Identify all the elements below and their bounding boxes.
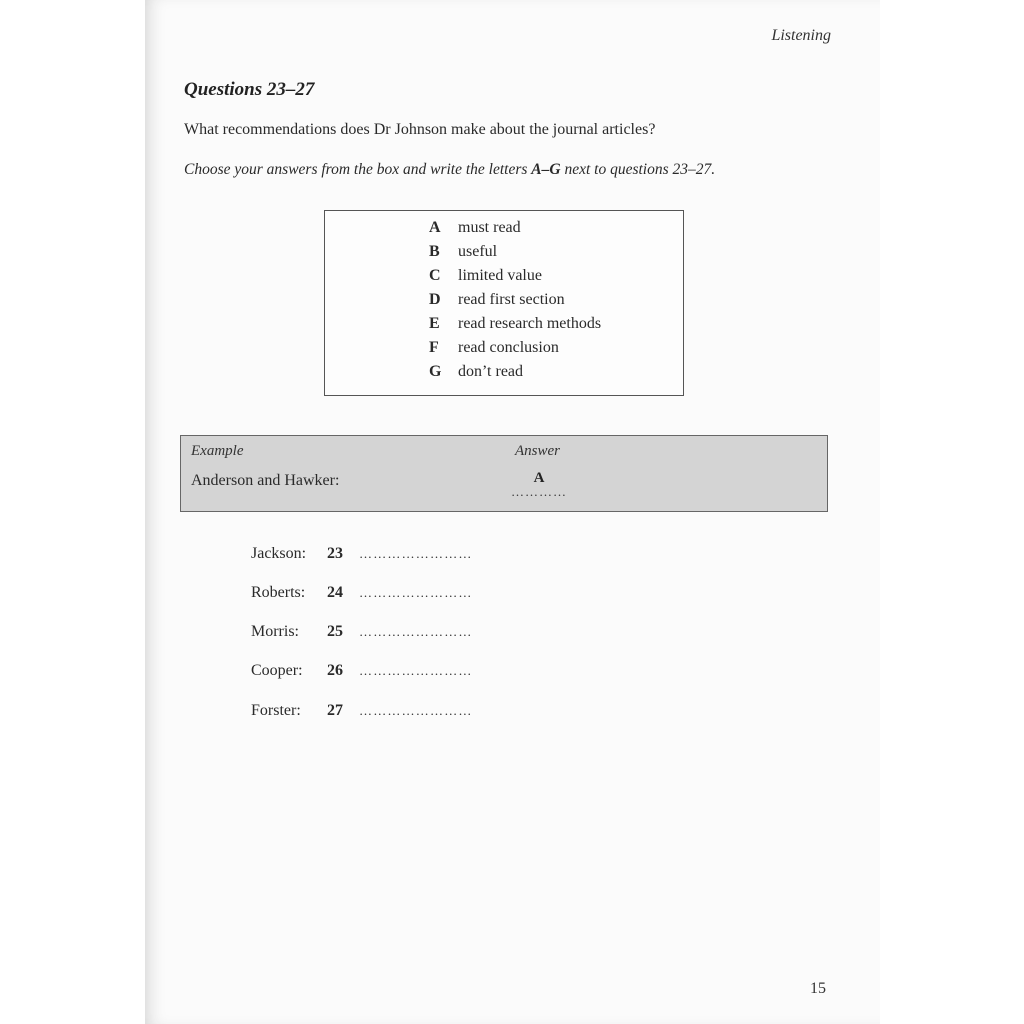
answer-blank[interactable]: ……………………	[359, 546, 473, 561]
example-label: Example	[191, 443, 244, 459]
question-row-23	[251, 545, 473, 567]
item-name: Roberts:	[251, 584, 306, 601]
answer-blank[interactable]: ……………………	[359, 663, 473, 678]
item-number: 23	[327, 545, 343, 562]
item-number: 27	[327, 702, 343, 719]
option-text: read conclusion	[458, 339, 559, 356]
options-box	[324, 210, 684, 396]
option-text: useful	[458, 243, 498, 260]
option-e	[429, 315, 601, 333]
item-name: Jackson:	[251, 545, 307, 562]
option-letter: F	[429, 339, 439, 356]
item-number: 25	[327, 623, 343, 640]
item-number: 26	[327, 662, 343, 679]
example-box	[180, 435, 828, 512]
item-name: Forster:	[251, 702, 301, 719]
option-text: must read	[458, 219, 521, 236]
option-letter: D	[429, 291, 441, 308]
page-sheet	[145, 0, 880, 1024]
item-number: 24	[327, 584, 343, 601]
page-number: 15	[810, 980, 826, 997]
questions-title: Questions 23–27	[184, 79, 315, 100]
answer-blank[interactable]: ……………………	[359, 703, 473, 718]
section-header: Listening	[771, 27, 831, 44]
item-name: Cooper:	[251, 662, 303, 679]
instruction-letters: A–G	[531, 161, 561, 178]
option-g	[429, 363, 523, 381]
item-name: Morris:	[251, 623, 299, 640]
question-instruction	[184, 161, 715, 179]
instruction-post: next to questions 23–27.	[560, 161, 716, 178]
example-answer-label: Answer	[515, 443, 560, 459]
question-prompt: What recommendations does Dr Johnson make about the journal articles?	[184, 121, 656, 138]
option-letter: A	[429, 219, 441, 236]
option-letter: E	[429, 315, 440, 332]
option-letter: G	[429, 363, 442, 380]
option-text: read research methods	[458, 315, 602, 332]
option-letter: B	[429, 243, 440, 260]
question-row-24	[251, 584, 473, 606]
option-f	[429, 339, 559, 357]
option-a	[429, 219, 521, 237]
question-row-27	[251, 702, 473, 724]
question-row-25	[251, 623, 473, 645]
instruction-pre: Choose your answers from the box and write the letters	[184, 161, 532, 178]
option-d	[429, 291, 565, 309]
option-letter: C	[429, 267, 441, 284]
option-text: don’t read	[458, 363, 524, 380]
example-answer-dots: …………	[511, 484, 567, 499]
answer-blank[interactable]: ……………………	[359, 585, 473, 600]
option-text: read first section	[458, 291, 565, 308]
example-answer: A	[533, 470, 545, 486]
option-b	[429, 243, 497, 261]
question-row-26	[251, 662, 473, 684]
option-text: limited value	[458, 267, 542, 284]
option-c	[429, 267, 542, 285]
answer-blank[interactable]: ……………………	[359, 624, 473, 639]
example-name: Anderson and Hawker:	[191, 472, 340, 489]
